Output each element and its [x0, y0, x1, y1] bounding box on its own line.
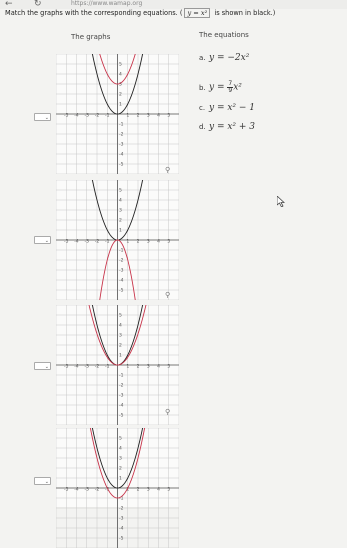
x-tick-label: 1	[126, 364, 130, 370]
x-tick-label: -1	[105, 487, 110, 493]
y-tick-label: -4	[119, 526, 124, 532]
y-tick-label: -1	[119, 496, 124, 502]
answer-select-2[interactable]: ⌄	[34, 236, 51, 244]
y-tick-label: -5	[119, 536, 124, 542]
y-tick-label: -1	[119, 122, 124, 128]
y-tick-label: 3	[119, 208, 122, 214]
answer-select-4[interactable]: ⌄	[34, 477, 51, 485]
x-tick-label: 2	[136, 239, 140, 245]
y-tick-label: 4	[119, 198, 122, 204]
y-tick-label: 4	[119, 323, 122, 329]
x-tick-label: 3	[146, 487, 150, 493]
y-tick-label: 3	[119, 456, 122, 462]
y-tick-label: 4	[119, 72, 122, 78]
x-tick-label: 2	[136, 487, 140, 493]
x-tick-label: 4	[157, 487, 160, 493]
y-tick-label: -4	[119, 403, 124, 409]
graph-panel-3	[56, 305, 179, 425]
x-tick-label: -5	[64, 113, 69, 119]
x-tick-label: -5	[64, 364, 69, 370]
y-tick-label: -3	[119, 268, 124, 274]
equations-header: The equations	[199, 31, 249, 39]
x-tick-label: -2	[94, 364, 100, 370]
x-tick-label: 4	[157, 364, 160, 370]
x-tick-label: 5	[167, 113, 171, 119]
magnifier-icon[interactable]: ⚲	[165, 166, 171, 174]
x-tick-label: -5	[64, 239, 69, 245]
y-tick-label: 2	[119, 92, 122, 98]
instructions: Match the graphs with the corresponding equations. ( y = x² is shown in black.)	[5, 9, 276, 17]
magnifier-icon[interactable]: ⚲	[165, 291, 171, 299]
x-tick-label: 2	[136, 113, 140, 119]
x-tick-label: 4	[157, 113, 160, 119]
x-tick-label: 2	[136, 364, 140, 370]
y-tick-label: 2	[119, 466, 122, 472]
y-tick-label: 2	[119, 218, 122, 224]
back-icon[interactable]: ←	[5, 0, 13, 9]
x-tick-label: -4	[74, 364, 79, 370]
y-tick-label: -2	[119, 258, 124, 264]
y-tick-label: -3	[119, 393, 124, 399]
x-tick-label: -3	[84, 239, 89, 245]
y-tick-label: -2	[119, 506, 124, 512]
mouse-pointer-icon	[277, 196, 285, 207]
x-tick-label: 3	[146, 113, 150, 119]
x-tick-label: 5	[167, 364, 171, 370]
equation-b: b. y = $\frac{7}{9}$ x²	[199, 80, 242, 94]
x-tick-label: -4	[74, 239, 79, 245]
magnifier-icon[interactable]: ⚲	[165, 408, 171, 416]
x-tick-label: 3	[146, 239, 150, 245]
y-tick-label: 5	[119, 313, 122, 319]
x-tick-label: 4	[157, 239, 160, 245]
y-tick-label: -3	[119, 516, 124, 522]
y-tick-label: 1	[119, 228, 122, 234]
y-tick-label: -2	[119, 383, 124, 389]
x-tick-label: -2	[94, 487, 100, 493]
y-tick-label: 3	[119, 333, 122, 339]
example-equation: y = x²	[184, 8, 210, 18]
y-tick-label: 1	[119, 102, 122, 108]
y-tick-label: 5	[119, 188, 122, 194]
y-tick-label: -1	[119, 373, 124, 379]
y-tick-label: -4	[119, 278, 124, 284]
url-bar[interactable]: https://www.wamap.org	[71, 0, 143, 7]
graphs-header: The graphs	[71, 33, 111, 41]
graph-panel-1	[56, 54, 179, 174]
x-tick-label: -3	[84, 113, 89, 119]
y-tick-label: -1	[119, 248, 124, 254]
y-tick-label: 5	[119, 62, 122, 68]
x-tick-label: -5	[64, 487, 69, 493]
x-tick-label: -1	[105, 113, 110, 119]
graph-panel-4	[56, 428, 179, 542]
y-tick-label: -5	[119, 413, 124, 419]
y-tick-label: -3	[119, 142, 124, 148]
y-tick-label: 5	[119, 436, 122, 442]
graph-panel-2	[56, 180, 179, 300]
x-tick-label: 3	[146, 364, 150, 370]
x-tick-label: -2	[94, 113, 100, 119]
x-tick-label: -3	[84, 487, 89, 493]
y-tick-label: -5	[119, 288, 124, 294]
y-tick-label: -2	[119, 132, 124, 138]
y-tick-label: 2	[119, 343, 122, 349]
x-tick-label: -4	[74, 113, 79, 119]
x-tick-label: -2	[94, 239, 100, 245]
answer-select-3[interactable]: ⌄	[34, 362, 51, 370]
y-tick-label: -5	[119, 162, 124, 168]
x-tick-label: -1	[105, 239, 110, 245]
x-tick-label: -4	[74, 487, 79, 493]
reload-icon[interactable]: ↻	[34, 0, 42, 9]
equation-c: c. y = x² − 1	[199, 103, 256, 113]
answer-select-1[interactable]: ⌄	[34, 113, 51, 121]
x-tick-label: 1	[126, 113, 130, 119]
y-tick-label: 4	[119, 446, 122, 452]
equation-d: d. y = x² + 3	[199, 122, 256, 132]
x-tick-label: -1	[105, 364, 110, 370]
equation-a: a. y = −2x²	[199, 53, 250, 63]
y-tick-label: -4	[119, 152, 124, 158]
x-tick-label: 5	[167, 487, 171, 493]
x-tick-label: 1	[126, 239, 130, 245]
x-tick-label: -3	[84, 364, 89, 370]
y-tick-label: 1	[119, 353, 122, 359]
y-tick-label: 3	[119, 82, 122, 88]
x-tick-label: 1	[126, 487, 130, 493]
x-tick-label: 5	[167, 239, 171, 245]
y-tick-label: 1	[119, 476, 122, 482]
